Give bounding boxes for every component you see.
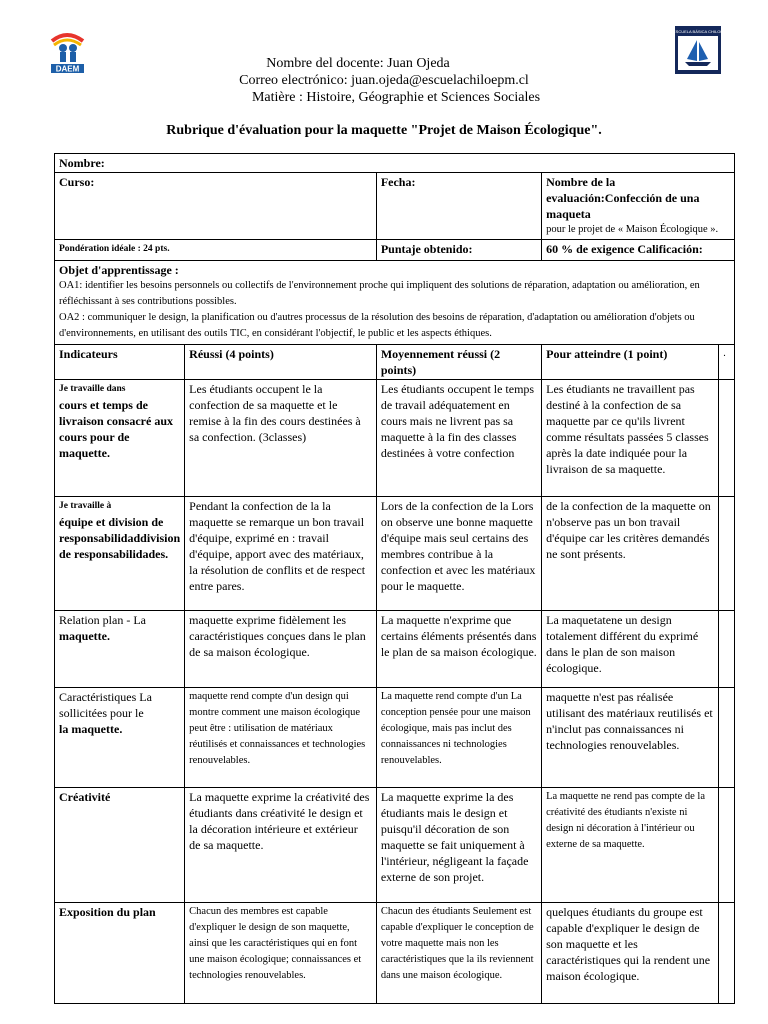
table-row: [55, 497, 735, 611]
col-header-moyennement: Moyennement réussi (2 points): [376, 345, 541, 380]
subject-line: Matière : Histoire, Géographie et Sciences Sociales: [251, 90, 541, 105]
indicator-cell: [55, 688, 185, 788]
indicator-text: Créativité: [59, 790, 111, 804]
indicator-text: Exposition du plan: [59, 905, 156, 919]
indicator-pre: Relation plan - La: [59, 613, 146, 627]
indicator-text: cours et temps de livraison consacré aux cours pour de maquette.: [59, 398, 173, 460]
rubric-table: [54, 153, 735, 1004]
indicator-cell: [55, 903, 185, 1004]
teacher-email: Correo electrónico: juan.ojeda@escuelachiloepm.cl: [239, 73, 529, 88]
col-header-indicateurs: Indicateurs: [55, 345, 185, 380]
table-row: [55, 903, 735, 1004]
col-header-atteindre: Pour atteindre (1 point): [542, 345, 719, 380]
indicator-cell: [55, 497, 185, 611]
indicator-text: équipe et division de responsabilidaddivision de responsabilidades.: [59, 515, 181, 561]
svg-text:ESCUELA BÁSICA CHILOÉ: ESCUELA BÁSICA CHILOÉ: [675, 29, 721, 34]
indicator-cell: [55, 380, 185, 497]
col-header-reussi: Réussi (4 points): [185, 345, 377, 380]
rubric-title: Rubrique d'évaluation pour la maquette "Projet de Maison Écologique".: [166, 123, 602, 138]
score-1-cell: La maquetatene un design totalement différent du exprimé dans le plan de son maison écologique.: [542, 611, 719, 688]
oa1-text: OA1: identifier les besoins personnels ou collectifs de l'environnement proche qui impliquent des solutions de réparation, adaptation ou amélioration, en réfléchissant à ses contributions possibles.: [59, 280, 700, 307]
score-2-cell: Les étudiants occupent le temps de travail adéquatement en cours mais ne livrent pas sa maquette à la fin des classes destinées à votre confection: [376, 380, 541, 497]
table-row: [55, 380, 735, 497]
puntaje-field[interactable]: Puntaje obtenido:: [376, 240, 541, 261]
score-2-cell: Chacun des étudiants Seulement est capable d'expliquer le conception de votre maquette mais non les caractéristiques que la ils reviennent dans une maison écologique.: [376, 903, 541, 1004]
indicator-text: maquette.: [59, 629, 110, 643]
learning-objectives: [55, 261, 735, 345]
teacher-name: Nombre del docente: Juan Ojeda: [266, 56, 450, 71]
table-row: [55, 611, 735, 688]
score-2-cell: La maquette rend compte d'un La conception pensée pour une maison écologique, mais pas inclut des connaissances ni technologies renouvelables.: [376, 688, 541, 788]
oa2-text: OA2 : communiquer le design, la planification ou d'autres processus de la résolution des besoins de réparation, d'adaptation ou amélioration d'objets ou d'environnements, en utilisant des outils TIC, en considérant l'objectif, le public et les aspects éthiques.: [59, 312, 695, 339]
fecha-field[interactable]: Fecha:: [376, 173, 541, 240]
nombre-field[interactable]: Nombre:: [55, 154, 735, 173]
score-4-cell: maquette exprime fidèlement les caractéristiques conçues dans le plan de sa maison écologique.: [185, 611, 377, 688]
indicator-pre: Je travaille dans: [59, 384, 126, 394]
col-header-extra: .: [719, 345, 735, 380]
indicator-text: la maquette.: [59, 722, 123, 736]
score-1-cell: Les étudiants ne travaillent pas destiné à la confection de sa maquette par ce qu'ils livrent comme résultats passées 5 classes après la date indiquée pour la livraison de sa maquette.: [542, 380, 719, 497]
indicator-cell: [55, 611, 185, 688]
table-row: [55, 788, 735, 903]
score-4-cell: Pendant la confection de la la maquette se remarque un bon travail d'équipe, exprimé en : travail d'équipe, apport avec des matériaux, la résolution de conflits et de respect entre pares.: [185, 497, 377, 611]
curso-field[interactable]: Curso:: [55, 173, 377, 240]
score-1-cell: de la confection de la maquette on n'observe pas un bon travail d'équipe car les critères demandés ne sont présents.: [542, 497, 719, 611]
evaluacion-label: Nombre de la evaluación:Confección de una maqueta: [546, 175, 700, 221]
score-2-cell: Lors de la confection de la Lors on observe une bonne maquette d'équipe mais seul certains des membres contribue à la confection et avec les matériaux pour le maquette.: [376, 497, 541, 611]
evaluacion-sub: pour le projet de « Maison Écologique ».: [546, 224, 719, 235]
score-4-cell: Chacun des membres est capable d'expliquer le design de son maquette, ainsi que les caractéristiques qui en font une maison écologique; connaissances et technologies renouvelables.: [185, 903, 377, 1004]
score-1-cell: maquette n'est pas réalisée utilisant des matériaux reutilisés et n'inclut pas connaissances ni technologies renouvelables.: [542, 688, 719, 788]
score-4-cell: La maquette exprime la créativité des étudiants dans créativité le design et la décoration intérieure et extérieur de sa maquette.: [185, 788, 377, 903]
indicator-pre: Je travaille à: [59, 501, 112, 511]
score-1-cell: La maquette ne rend pas compte de la créativité des étudiants n'existe ni design ni décoration à l'intérieur ou externe de sa maquette.: [542, 788, 719, 903]
ponderacion-label: Pondération idéale : 24 pts.: [55, 240, 377, 261]
svg-text:DAEM: DAEM: [55, 64, 80, 74]
score-4-cell: maquette rend compte d'un design qui montre comment une maison écologique peut être : utilisation de matériaux réutilisés et connaissances et technologies renouvelables.: [185, 688, 377, 788]
score-1-cell: quelques étudiants du groupe est capable d'expliquer le design de son maquette et les caractéristiques qui la rendent une maison écologique.: [542, 903, 719, 1004]
objet-title: Objet d'apprentissage :: [59, 263, 179, 277]
indicator-pre: Caractéristiques La sollicitées pour le: [59, 690, 152, 720]
table-row: [55, 688, 735, 788]
exigencia-field[interactable]: 60 % de exigence Calificación:: [542, 240, 735, 261]
evaluacion-field: [542, 173, 735, 240]
score-2-cell: La maquette n'exprime que certains éléments présentés dans le plan de sa maison écologique.: [376, 611, 541, 688]
indicator-cell: [55, 788, 185, 903]
score-2-cell: La maquette exprime la des étudiants mais le design et puisqu'il décoration de son maquette se fait uniquement à l'intérieur, négligeant la façade externe de son projet.: [376, 788, 541, 903]
score-4-cell: Les étudiants occupent le la confection de sa maquette et le remise à la fin des cours destinées à sa confection. (3classes): [185, 380, 377, 497]
